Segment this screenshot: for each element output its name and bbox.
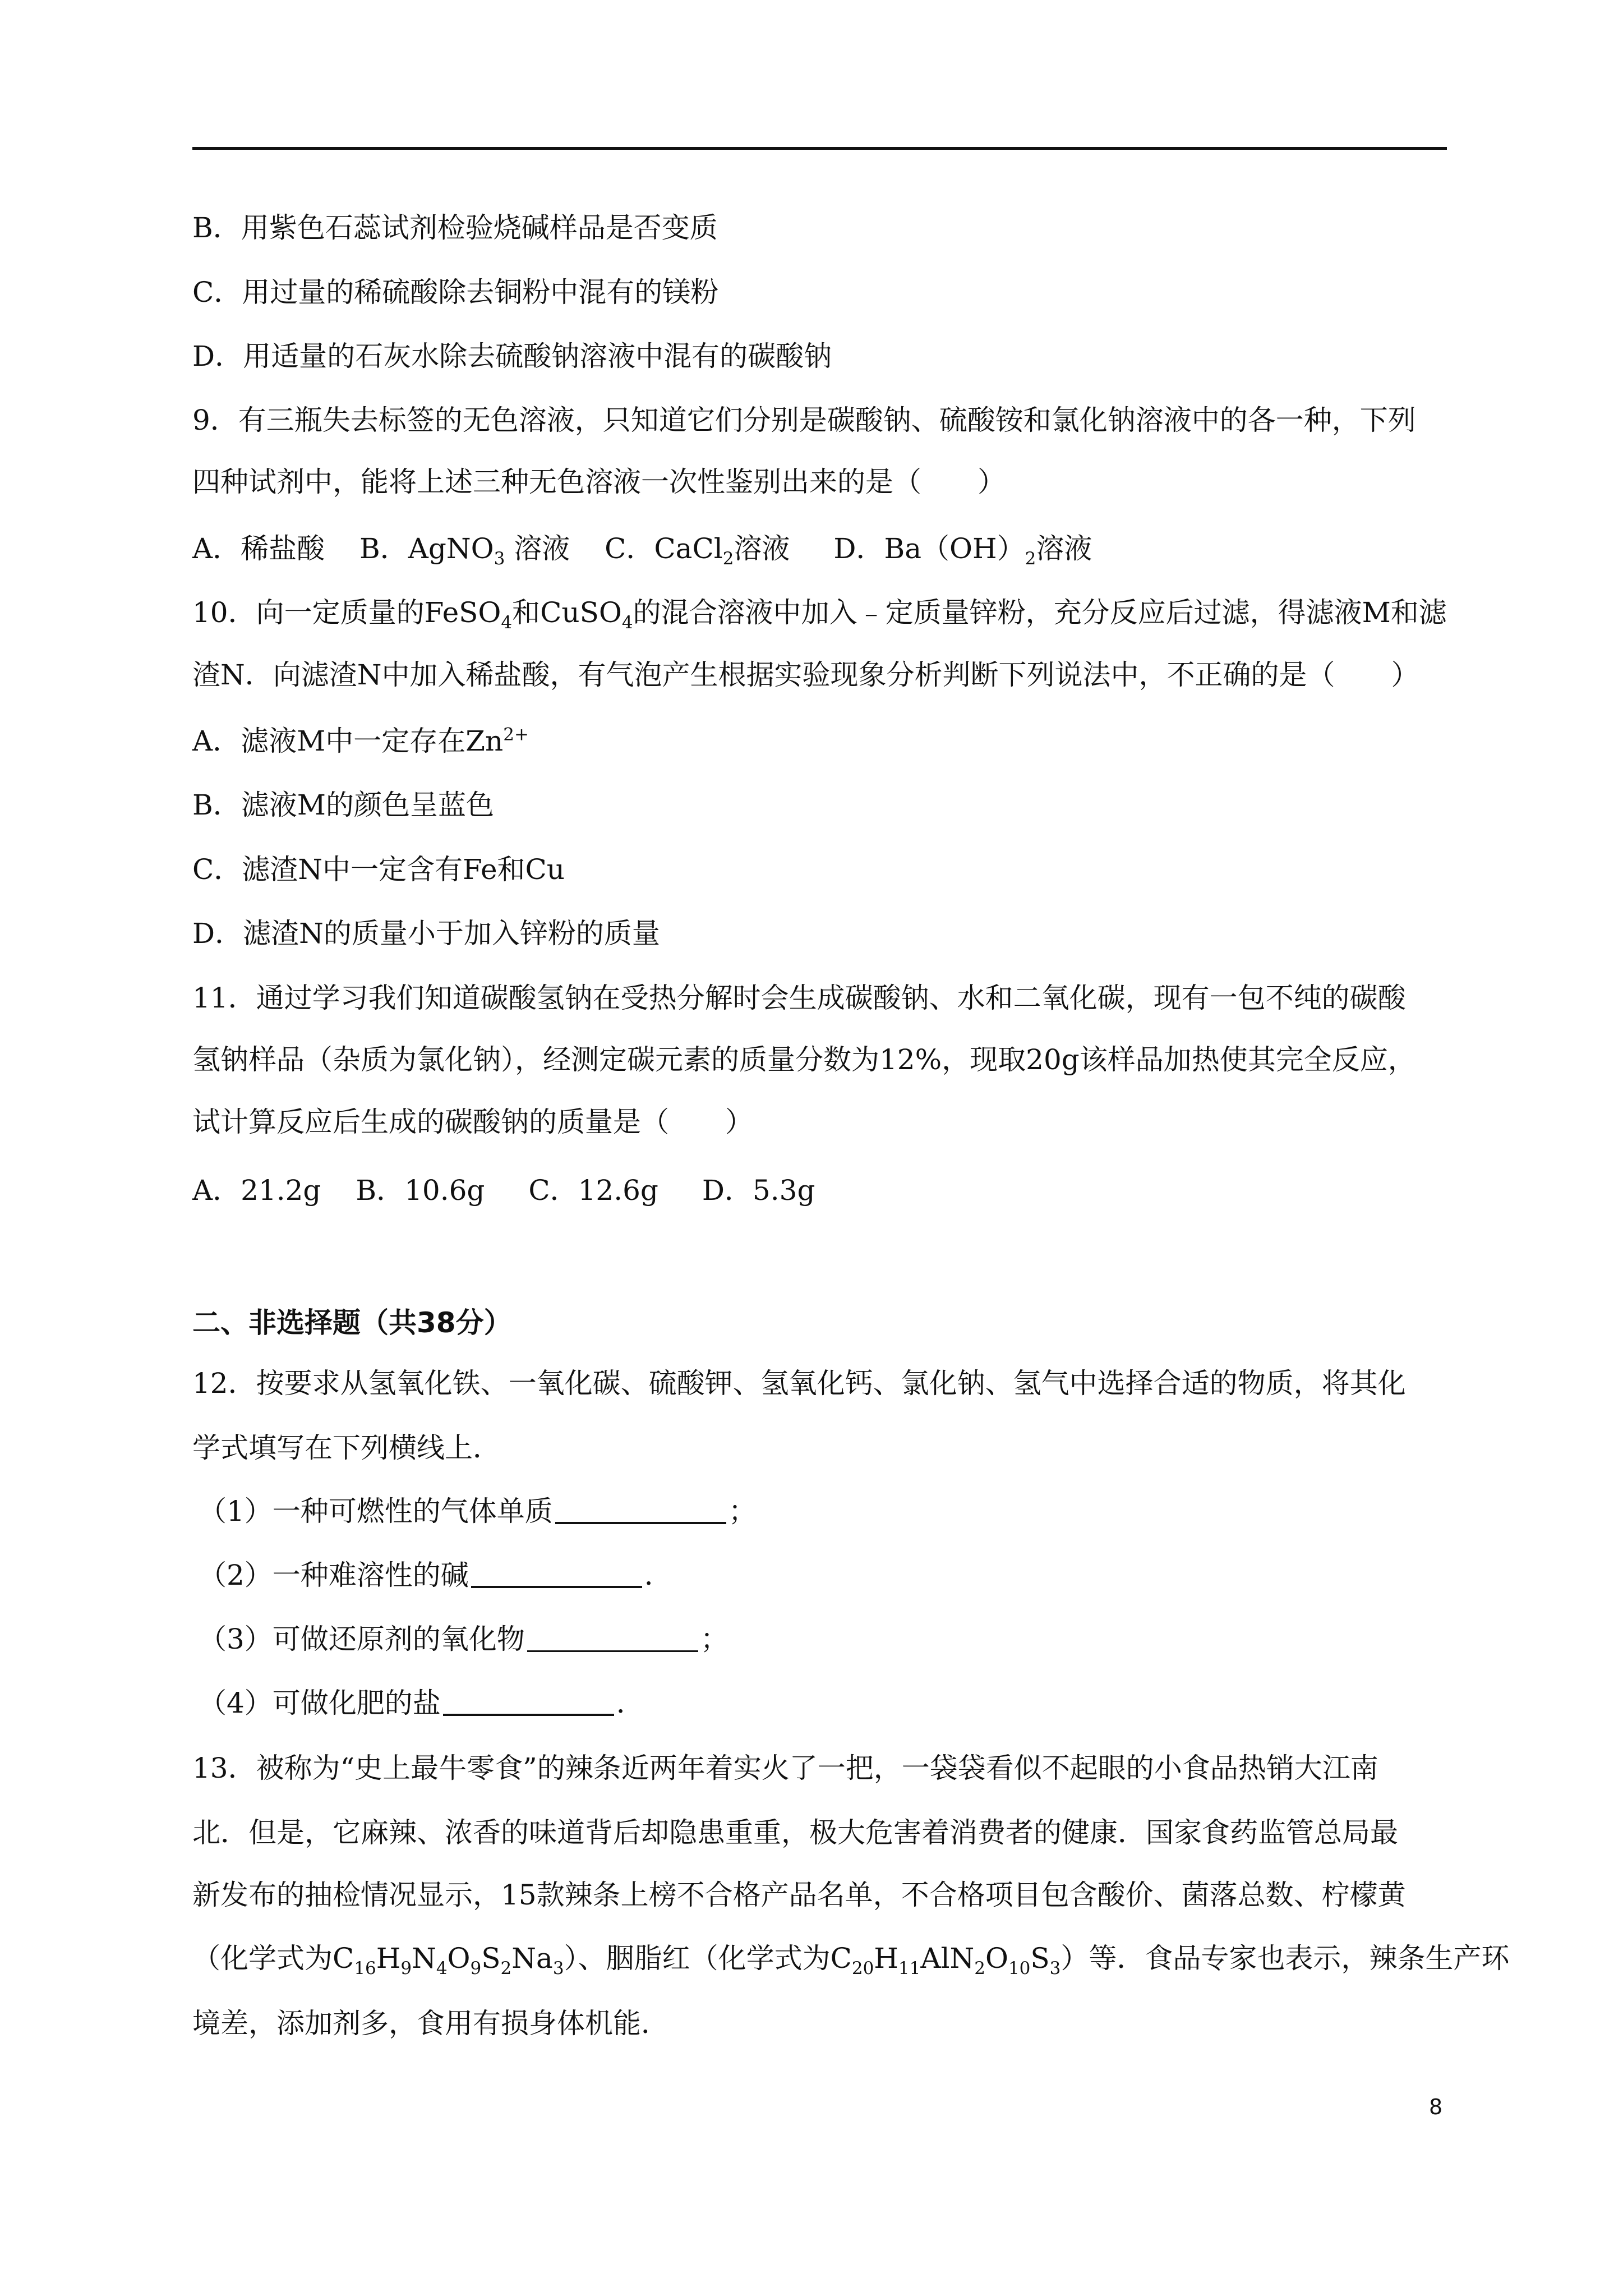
option-c-line: C．用过量的稀硫酸除去铜粉中混有的镁粉	[192, 276, 719, 309]
q11-option-b: B．10.6g	[356, 1174, 485, 1207]
section-heading: 二、非选择题（共38分）	[192, 1306, 512, 1339]
q12-item-3: （3）可做还原剂的氧化物 ；	[199, 1623, 728, 1655]
page-number: 8	[1429, 2095, 1443, 2119]
question-11-line-3: 试计算反应后生成的碳酸钠的质量是（ ）	[192, 1106, 753, 1138]
q9-option-b: B．AgNO$_3$ 溶液	[359, 532, 570, 569]
q12-item-1: （1）一种可燃性的气体单质 ；	[199, 1495, 757, 1527]
q9-option-d: D．$Ba(OH)_2$溶液	[833, 532, 1092, 569]
header-rule	[192, 147, 1447, 150]
answer-blank-1[interactable]	[555, 1495, 726, 1524]
q11-option-d: D．5.3g	[702, 1174, 815, 1207]
q10-option-a: A．滤液M中一定存在$Zn^{2+}$	[192, 724, 529, 757]
question-13-line-5: 境差，添加剂多，食用有损身体机能．	[192, 2007, 669, 2040]
q11-option-c: C．12.6g	[528, 1174, 658, 1207]
question-11-options	[192, 1172, 815, 1209]
option-b-line: B．用紫色石蕊试剂检验烧碱样品是否变质	[192, 211, 718, 244]
question-10-line-1: 10．向一定质量的FeSO$_4$和CuSO$_4$的混合溶液中加入﹣定质量锌粉，充分反应后过滤，得滤液M和滤	[192, 596, 1447, 633]
question-12-line-2: 学式填写在下列横线上．	[192, 1432, 501, 1464]
q10-option-b: B．滤液M的颜色呈蓝色	[192, 789, 494, 821]
q9-option-a: A．稀盐酸	[192, 532, 325, 565]
question-11-line-2: 氢钠样品（杂质为氯化钠），经测定碳元素的质量分数为12%，现取20g该样品加热使其完全反应，	[192, 1043, 1416, 1076]
question-9-line-1: 9．有三瓶失去标签的无色溶液，只知道它们分别是碳酸钠、硫酸铵和氯化钠溶液中的各一种，下列	[192, 404, 1416, 436]
answer-blank-3[interactable]	[527, 1623, 698, 1652]
answer-blank-2[interactable]	[471, 1559, 642, 1588]
q9-option-c: C．CaCl$_2$溶液	[605, 532, 790, 569]
question-13-line-1: 13．被称为“史上最牛零食”的辣条近两年着实火了一把，一袋袋看似不起眼的小食品热销大江南	[192, 1752, 1378, 1784]
question-10-line-2: 渣N．向滤渣N中加入稀盐酸，有气泡产生根据实验现象分析判断下列说法中，不正确的是（ ）	[192, 659, 1419, 691]
q12-item-2: （2）一种难溶性的碱 ．	[199, 1559, 672, 1591]
question-13-line-4: （化学式为$C_{16}H_9N_4O_9S_2Na_3$）、胭脂红（化学式为$C_{20}H_{11}AlN_2O_{10}S_3$）等．食品专家也表示，辣条生产环	[192, 1942, 1510, 1978]
question-11-line-1: 11．通过学习我们知道碳酸氢钠在受热分解时会生成碳酸钠、水和二氧化碳，现有一包不纯的碳酸	[192, 982, 1406, 1014]
question-12-line-1: 12．按要求从氢氧化铁、一氧化碳、硫酸钾、氢氧化钙、氯化钠、氢气中选择合适的物质，将其化	[192, 1367, 1406, 1400]
q10-option-d: D．滤渣N的质量小于加入锌粉的质量	[192, 917, 660, 950]
q12-item-4: （4）可做化肥的盐 ．	[199, 1687, 644, 1719]
answer-blank-4[interactable]	[443, 1687, 614, 1716]
question-13-line-2: 北．但是，它麻辣、浓香的味道背后却隐患重重，极大危害着消费者的健康．国家食药监管总局最	[192, 1816, 1398, 1849]
q10-option-c: C．滤渣N中一定含有Fe和Cu	[192, 853, 565, 886]
question-9-options	[192, 530, 1092, 567]
question-13-line-3: 新发布的抽检情况显示，15款辣条上榜不合格产品名单，不合格项目包含酸价、菌落总数、柠檬黄	[192, 1879, 1406, 1911]
question-9-line-2: 四种试剂中，能将上述三种无色溶液一次性鉴别出来的是（ ）	[192, 466, 1006, 498]
q11-option-a: A．21.2g	[192, 1174, 321, 1207]
option-d-line: D．用适量的石灰水除去硫酸钠溶液中混有的碳酸钠	[192, 340, 832, 372]
